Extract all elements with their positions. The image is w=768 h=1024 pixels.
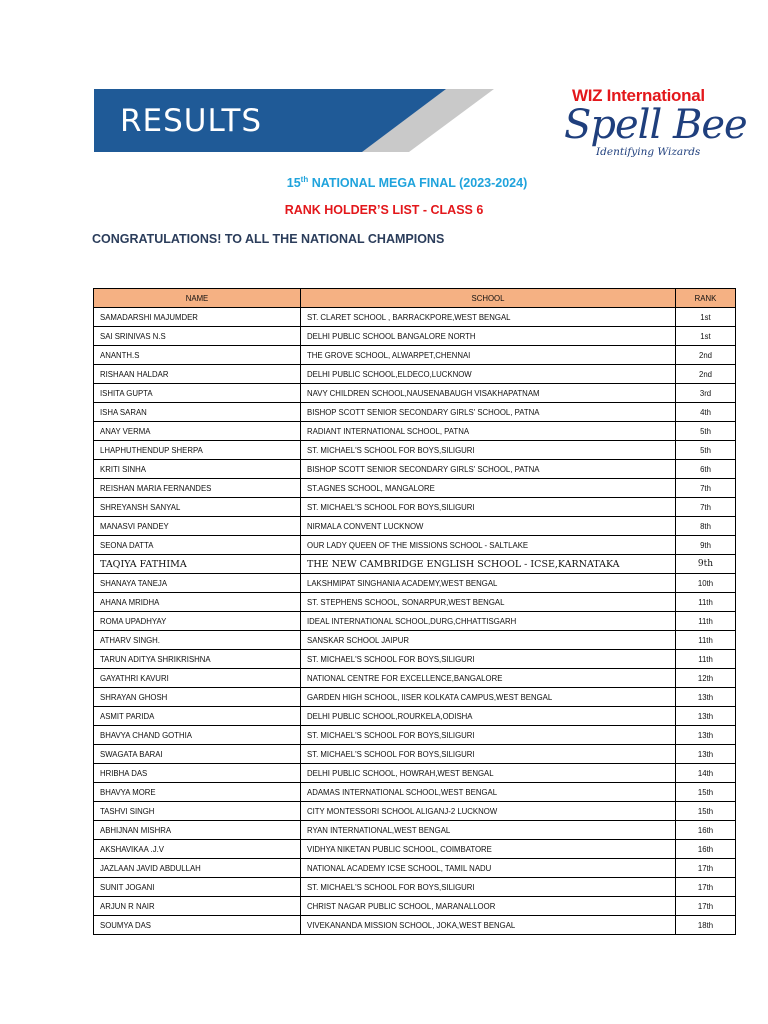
cell-rank: 2nd (676, 346, 736, 365)
cell-rank: 13th (676, 726, 736, 745)
congrats-text: CONGRATULATIONS! TO ALL THE NATIONAL CHAMPIONS (92, 232, 445, 246)
cell-name: JAZLAAN JAVID ABDULLAH (94, 859, 301, 878)
cell-school: ST. STEPHENS SCHOOL, SONARPUR,WEST BENGAL (301, 593, 676, 612)
cell-school: ST. MICHAEL'S SCHOOL FOR BOYS,SILIGURI (301, 726, 676, 745)
cell-school: VIVEKANANDA MISSION SCHOOL, JOKA,WEST BENGAL (301, 916, 676, 935)
results-table (93, 288, 736, 935)
cell-rank: 11th (676, 612, 736, 631)
cell-school: THE NEW CAMBRIDGE ENGLISH SCHOOL - ICSE,KARNATAKA (301, 555, 676, 574)
table-row (94, 859, 736, 878)
cell-school: ADAMAS INTERNATIONAL SCHOOL,WEST BENGAL (301, 783, 676, 802)
cell-school: ST. CLARET SCHOOL , BARRACKPORE,WEST BENGAL (301, 308, 676, 327)
table-row (94, 574, 736, 593)
cell-rank: 15th (676, 783, 736, 802)
cell-name: ASMIT PARIDA (94, 707, 301, 726)
table-row (94, 802, 736, 821)
table-row (94, 441, 736, 460)
cell-rank: 13th (676, 688, 736, 707)
cell-rank: 17th (676, 897, 736, 916)
table-row (94, 384, 736, 403)
table-row (94, 783, 736, 802)
cell-name: HRIBHA DAS (94, 764, 301, 783)
table-row (94, 346, 736, 365)
cell-school: ST.AGNES SCHOOL, MANGALORE (301, 479, 676, 498)
header-school: SCHOOL (301, 289, 676, 308)
cell-school: BISHOP SCOTT SENIOR SECONDARY GIRLS' SCHOOL, PATNA (301, 460, 676, 479)
header-name: NAME (94, 289, 301, 308)
cell-school: ST. MICHAEL'S SCHOOL FOR BOYS,SILIGURI (301, 745, 676, 764)
cell-name: ANAY VERMA (94, 422, 301, 441)
logo-brand: WIZ International (572, 86, 705, 105)
cell-school: DELHI PUBLIC SCHOOL,ELDECO,LUCKNOW (301, 365, 676, 384)
cell-rank: 16th (676, 840, 736, 859)
cell-school: DELHI PUBLIC SCHOOL BANGALORE NORTH (301, 327, 676, 346)
banner-title: RESULTS (120, 103, 263, 139)
cell-name: ISHA SARAN (94, 403, 301, 422)
table-row (94, 479, 736, 498)
cell-school: DELHI PUBLIC SCHOOL, HOWRAH,WEST BENGAL (301, 764, 676, 783)
cell-rank: 4th (676, 403, 736, 422)
table-row (94, 745, 736, 764)
cell-name: LHAPHUTHENDUP SHERPA (94, 441, 301, 460)
cell-name: ABHIJNAN MISHRA (94, 821, 301, 840)
cell-name: SAI SRINIVAS N.S (94, 327, 301, 346)
cell-name: SOUMYA DAS (94, 916, 301, 935)
cell-name: SHANAYA TANEJA (94, 574, 301, 593)
table-row (94, 498, 736, 517)
cell-rank: 6th (676, 460, 736, 479)
cell-rank: 2nd (676, 365, 736, 384)
table-row (94, 593, 736, 612)
cell-name: REISHAN MARIA FERNANDES (94, 479, 301, 498)
cell-rank: 1st (676, 327, 736, 346)
cell-name: AKSHAVIKAA .J.V (94, 840, 301, 859)
cell-rank: 13th (676, 707, 736, 726)
cell-school: NATIONAL ACADEMY ICSE SCHOOL, TAMIL NADU (301, 859, 676, 878)
table-row (94, 327, 736, 346)
cell-rank: 18th (676, 916, 736, 935)
cell-school: OUR LADY QUEEN OF THE MISSIONS SCHOOL - SALTLAKE (301, 536, 676, 555)
cell-rank: 8th (676, 517, 736, 536)
cell-school: RYAN INTERNATIONAL,WEST BENGAL (301, 821, 676, 840)
table-row (94, 726, 736, 745)
cell-rank: 11th (676, 631, 736, 650)
cell-rank: 16th (676, 821, 736, 840)
cell-name: SAMADARSHI MAJUMDER (94, 308, 301, 327)
cell-school: ST. MICHAEL'S SCHOOL FOR BOYS,SILIGURI (301, 441, 676, 460)
cell-rank: 17th (676, 859, 736, 878)
cell-rank: 11th (676, 593, 736, 612)
cell-rank: 9th (676, 536, 736, 555)
cell-name: MANASVI PANDEY (94, 517, 301, 536)
cell-school: ST. MICHAEL'S SCHOOL FOR BOYS,SILIGURI (301, 498, 676, 517)
cell-name: ISHITA GUPTA (94, 384, 301, 403)
cell-name: AHANA MRIDHA (94, 593, 301, 612)
logo-tagline: Identifying Wizards (596, 146, 701, 158)
cell-rank: 10th (676, 574, 736, 593)
cell-school: LAKSHMIPAT SINGHANIA ACADEMY,WEST BENGAL (301, 574, 676, 593)
cell-name: SHRAYAN GHOSH (94, 688, 301, 707)
cell-name: SWAGATA BARAI (94, 745, 301, 764)
cell-school: RADIANT INTERNATIONAL SCHOOL, PATNA (301, 422, 676, 441)
table-row (94, 916, 736, 935)
cell-name: SUNIT JOGANI (94, 878, 301, 897)
cell-name: SEONA DATTA (94, 536, 301, 555)
cell-school: NIRMALA CONVENT LUCKNOW (301, 517, 676, 536)
cell-rank: 7th (676, 479, 736, 498)
cell-school: DELHI PUBLIC SCHOOL,ROURKELA,ODISHA (301, 707, 676, 726)
table-row (94, 669, 736, 688)
header-rank: RANK (676, 289, 736, 308)
cell-rank: 17th (676, 878, 736, 897)
cell-rank: 5th (676, 422, 736, 441)
event-title: 15th NATIONAL MEGA FINAL (2023-2024) (286, 175, 528, 191)
cell-school: VIDHYA NIKETAN PUBLIC SCHOOL, COIMBATORE (301, 840, 676, 859)
spell-bee-logo (560, 86, 747, 166)
table-row (94, 707, 736, 726)
table-row (94, 403, 736, 422)
table-row (94, 897, 736, 916)
cell-rank: 9th (676, 555, 736, 574)
cell-name: BHAVYA CHAND GOTHIA (94, 726, 301, 745)
cell-rank: 5th (676, 441, 736, 460)
cell-name: ROMA UPADHYAY (94, 612, 301, 631)
cell-name: TASHVI SINGH (94, 802, 301, 821)
table-body (94, 308, 736, 935)
table-row (94, 840, 736, 859)
table-row (94, 460, 736, 479)
cell-rank: 12th (676, 669, 736, 688)
cell-rank: 7th (676, 498, 736, 517)
cell-school: GARDEN HIGH SCHOOL, IISER KOLKATA CAMPUS,WEST BENGAL (301, 688, 676, 707)
table-row (94, 650, 736, 669)
table-row (94, 555, 736, 574)
cell-school: IDEAL INTERNATIONAL SCHOOL,DURG,CHHATTISGARH (301, 612, 676, 631)
table-row (94, 821, 736, 840)
table-header-row (94, 289, 736, 308)
cell-school: NAVY CHILDREN SCHOOL,NAUSENABAUGH VISAKHAPATNAM (301, 384, 676, 403)
rank-list-title: RANK HOLDER’S LIST - CLASS 6 (284, 203, 484, 217)
cell-name: SHREYANSH SANYAL (94, 498, 301, 517)
cell-name: BHAVYA MORE (94, 783, 301, 802)
table-row (94, 764, 736, 783)
cell-school: NATIONAL CENTRE FOR EXCELLENCE,BANGALORE (301, 669, 676, 688)
cell-name: ANANTH.S (94, 346, 301, 365)
cell-rank: 14th (676, 764, 736, 783)
cell-name: KRITI SINHA (94, 460, 301, 479)
cell-name: ATHARV SINGH. (94, 631, 301, 650)
cell-name: RISHAAN HALDAR (94, 365, 301, 384)
table-row (94, 422, 736, 441)
cell-name: ARJUN R NAIR (94, 897, 301, 916)
cell-rank: 11th (676, 650, 736, 669)
logo-name: Spell Bee (564, 102, 747, 148)
table-row (94, 612, 736, 631)
table-row (94, 308, 736, 327)
cell-school: SANSKAR SCHOOL JAIPUR (301, 631, 676, 650)
table-row (94, 878, 736, 897)
cell-rank: 15th (676, 802, 736, 821)
table-row (94, 517, 736, 536)
table-row (94, 688, 736, 707)
table-row (94, 365, 736, 384)
cell-name: GAYATHRI KAVURI (94, 669, 301, 688)
cell-name: TARUN ADITYA SHRIKRISHNA (94, 650, 301, 669)
results-banner (94, 89, 494, 152)
cell-rank: 3rd (676, 384, 736, 403)
cell-school: THE GROVE SCHOOL, ALWARPET,CHENNAI (301, 346, 676, 365)
table-row (94, 536, 736, 555)
cell-school: ST. MICHAEL'S SCHOOL FOR BOYS,SILIGURI (301, 878, 676, 897)
cell-school: CHRIST NAGAR PUBLIC SCHOOL, MARANALLOOR (301, 897, 676, 916)
cell-school: ST. MICHAEL'S SCHOOL FOR BOYS,SILIGURI (301, 650, 676, 669)
table-row (94, 631, 736, 650)
cell-name: TAQIYA FATHIMA (94, 555, 301, 574)
cell-rank: 1st (676, 308, 736, 327)
cell-school: CITY MONTESSORI SCHOOL ALIGANJ-2 LUCKNOW (301, 802, 676, 821)
cell-rank: 13th (676, 745, 736, 764)
cell-school: BISHOP SCOTT SENIOR SECONDARY GIRLS' SCHOOL, PATNA (301, 403, 676, 422)
